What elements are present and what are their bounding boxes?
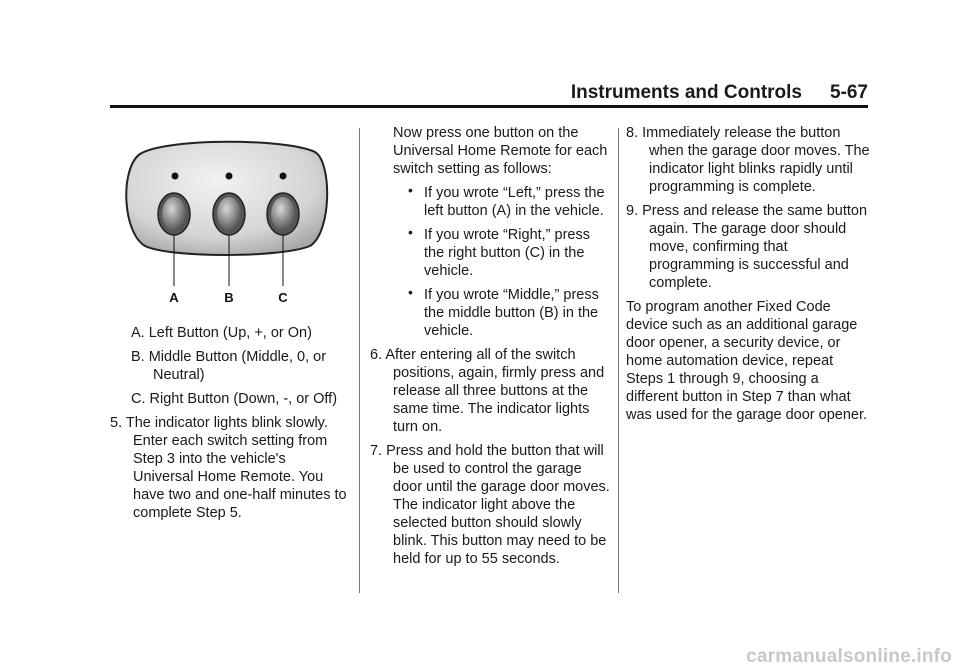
column-1 [110,124,350,528]
bullet-dot: • [408,182,413,198]
step-6: 6. After entering all of the switch positions, again, firmly press and release all three buttons at the same time. The indicator lights turn on. [370,347,605,435]
header-rule [110,105,868,108]
page-header [0,82,868,106]
label-b: B [224,290,234,305]
button-b [217,197,241,231]
indicator-light-c [280,173,287,180]
sub-item-a: A. Left Button (Up, +, or On) [131,325,312,341]
page-number: 5-67 [829,82,868,103]
indicator-light-a [172,173,179,180]
closing-paragraph: To program another Fixed Code device such as an additional garage door opener, a security device, or home automation device, repeat Steps 1 through 9, choosing a different button in Step 7 than what was used for the garage door opener. [626,299,868,423]
bullet-middle [370,286,610,340]
step-5: 5. The indicator lights blink slowly. Enter each switch setting from Step 3 into the vehicle's Universal Home Remote. You have two and one-half minutes to complete Step 5. [110,415,347,521]
sub-item-c: C. Right Button (Down, -, or Off) [131,391,338,407]
bullet-text: If you wrote “Middle,” press the middle button (B) in the vehicle. [424,287,599,339]
bullet-text: If you wrote “Right,” press the right button (C) in the vehicle. [424,227,590,279]
remote-buttons-illustration [110,124,350,310]
bullet-dot: • [408,224,413,240]
column-divider-1 [359,128,360,593]
button-c [271,197,295,231]
step-8: 8. Immediately release the button when the garage door moves. The indicator light blinks rapidly until programming is complete. [626,125,870,195]
label-c: C [278,290,288,305]
bullet-dot: • [408,284,413,300]
intro-paragraph: Now press one button on the Universal Home Remote for each switch setting as follows: [393,125,608,177]
column-3 [626,124,871,430]
step-7: 7. Press and hold the button that will be used to control the garage door until the garage door moves. The indicator light above the selected button should slowly blink. This button may need to be held for up to 55 seconds. [370,443,610,567]
column-2 [370,124,610,574]
column-divider-2 [618,128,619,593]
button-a [162,197,186,231]
sub-item-b: B. Middle Button (Middle, 0, or Neutral) [131,349,327,383]
bullet-right [370,226,610,280]
header-title: Instruments and Controls [570,82,802,103]
indicator-light-b [226,173,233,180]
remote-button-figure [110,124,350,310]
label-a: A [169,290,179,305]
watermark: carmanualsonline.info [746,646,952,667]
bullet-text: If you wrote “Left,” press the left button (A) in the vehicle. [424,185,605,219]
bullet-left [370,184,610,220]
step-9: 9. Press and release the same button again. The garage door should move, confirming that programming is successful and complete. [626,203,868,291]
